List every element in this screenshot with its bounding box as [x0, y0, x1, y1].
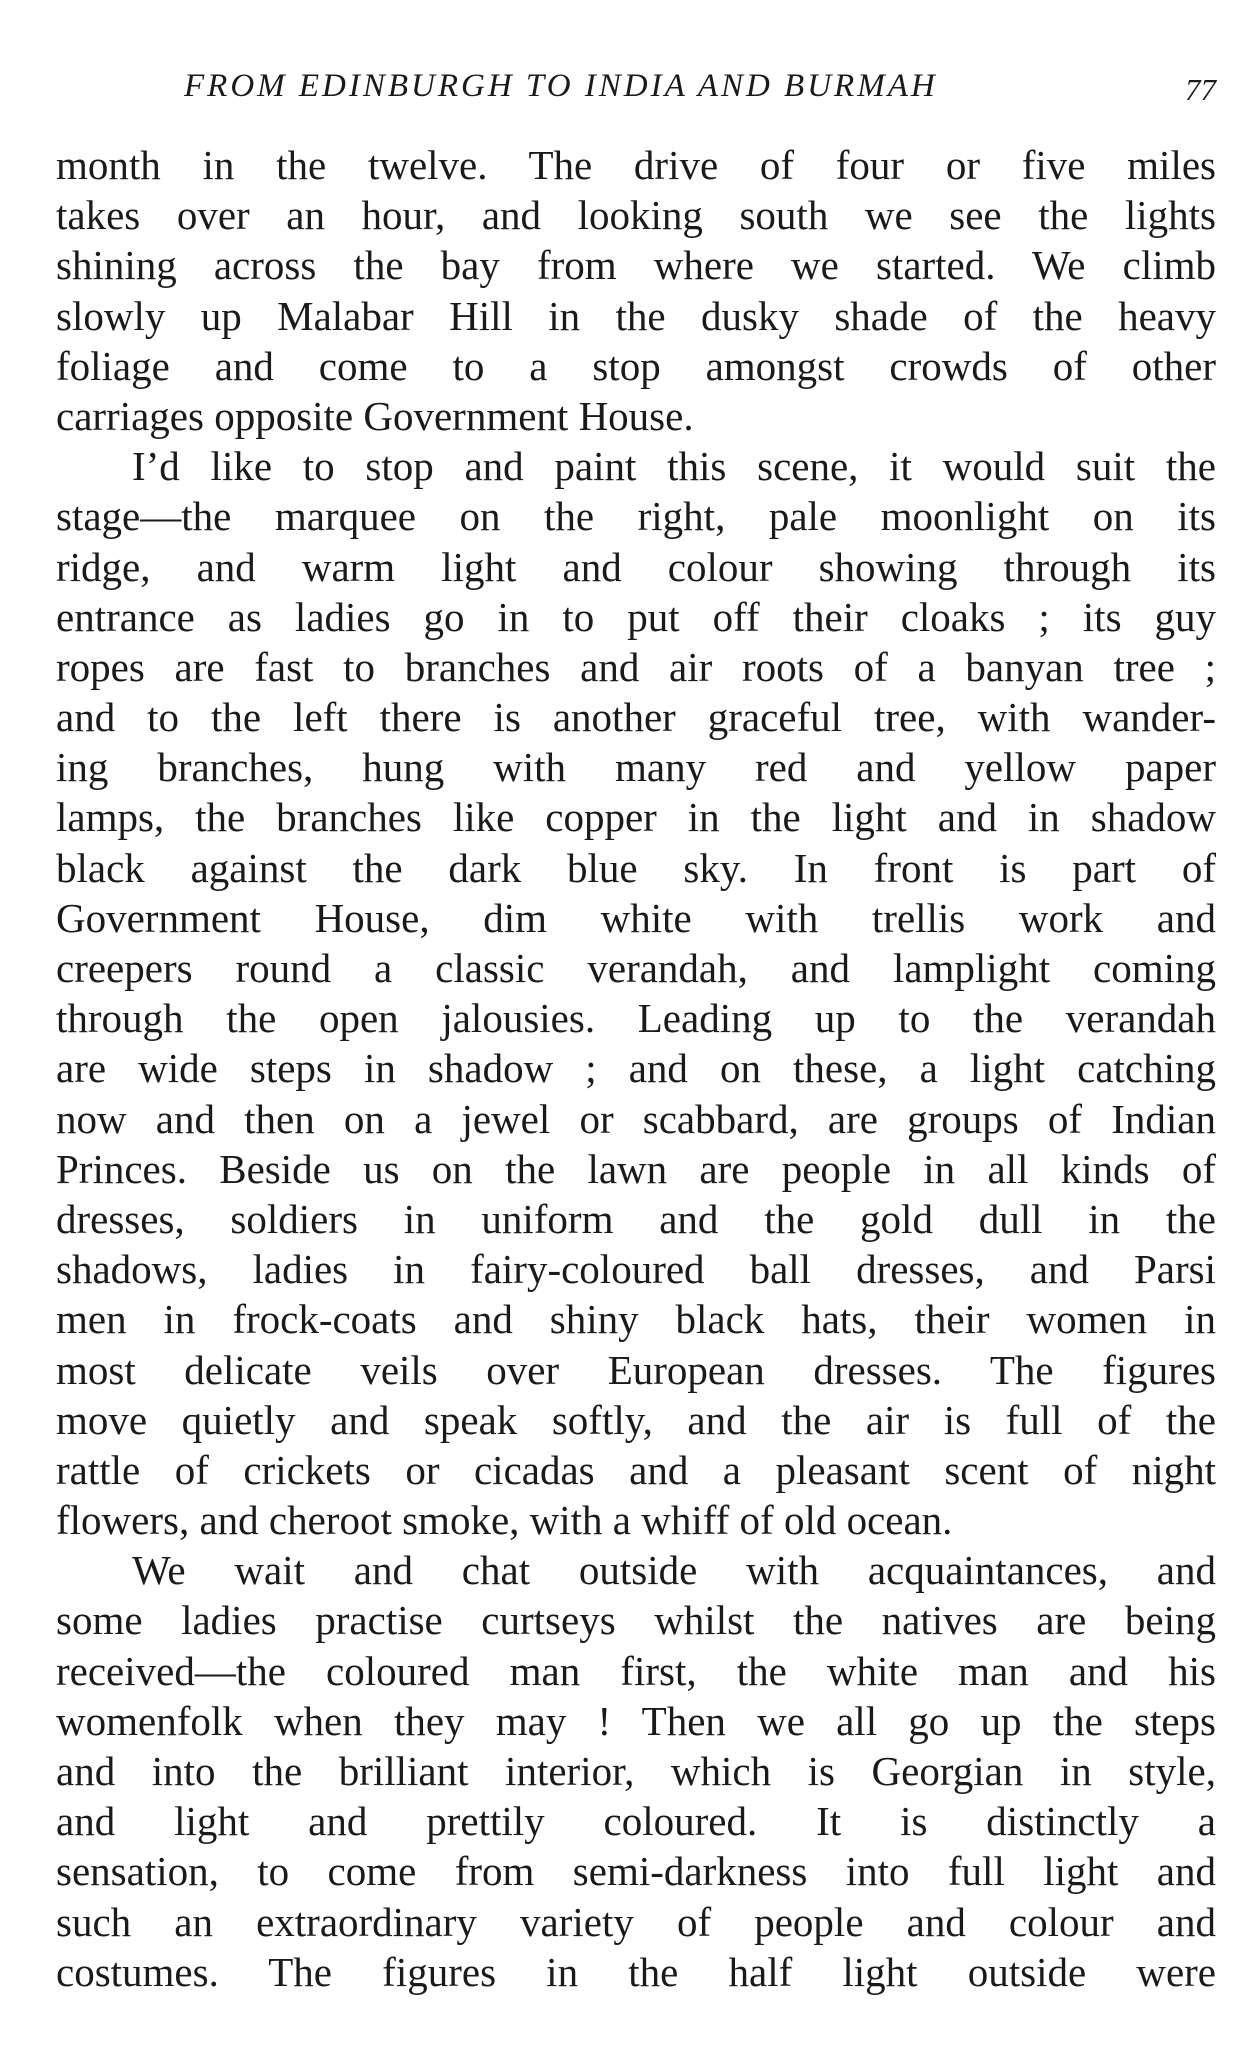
text-line: move quietly and speak softly, and the air is full of the	[56, 1396, 1216, 1443]
text-line: ridge, and warm light and colour showing through its	[56, 543, 1216, 590]
text-line: Princes. Beside us on the lawn are people in all kinds of	[56, 1145, 1216, 1192]
text-line: ropes are fast to branches and air roots of a banyan tree ;	[56, 643, 1216, 690]
text-line: lamps, the branches like copper in the light and in shadow	[56, 794, 1216, 841]
text-line: sensation, to come from semi-darkness into full light and	[56, 1848, 1216, 1895]
text-line: stage—the marquee on the right, pale moonlight on its	[56, 493, 1216, 540]
running-title: FROM EDINBURGH TO INDIA AND BURMAH	[184, 68, 938, 104]
text-line: entrance as ladies go in to put off their cloaks ; its guy	[56, 593, 1216, 640]
text-line: creepers round a classic verandah, and lamplight coming	[56, 945, 1216, 991]
text-line: and to the left there is another graceful tree, with wander-	[56, 694, 1216, 741]
text-line: shadows, ladies in fairy-coloured ball dresses, and Parsi	[56, 1246, 1216, 1293]
text-line: carriages opposite Government House.	[56, 392, 694, 439]
text-line: rattle of crickets or cicadas and a pleasant scent of night	[56, 1446, 1216, 1493]
running-head	[56, 62, 1216, 110]
text-line: foliage and come to a stop amongst crowds of other	[56, 342, 1216, 389]
text-line: We wait and chat outside with acquaintances, and	[132, 1547, 1216, 1594]
text-line: black against the dark blue sky. In front is part of	[56, 844, 1216, 891]
text-line: and light and prettily coloured. It is distinctly a	[56, 1798, 1216, 1845]
text-line: Government House, dim white with trellis work and	[56, 894, 1216, 941]
text-line: womenfolk when they may ! Then we all go up the steps	[56, 1697, 1216, 1744]
body-text	[56, 140, 1216, 1997]
text-line: and into the brilliant interior, which is Georgian in style,	[56, 1748, 1216, 1794]
text-line: men in frock-coats and shiny black hats, their women in	[56, 1296, 1216, 1343]
text-line: takes over an hour, and looking south we see the lights	[56, 192, 1216, 239]
text-line: some ladies practise curtseys whilst the natives are being	[56, 1597, 1216, 1644]
text-line: received—the coloured man first, the white man and his	[56, 1647, 1216, 1694]
text-line: through the open jalousies. Leading up to the verandah	[56, 995, 1216, 1042]
text-line: I’d like to stop and paint this scene, it would suit the	[132, 443, 1216, 490]
text-line: slowly up Malabar Hill in the dusky shade of the heavy	[56, 292, 1216, 339]
text-line: month in the twelve. The drive of four or five miles	[56, 142, 1216, 188]
page-number: 77	[1185, 72, 1216, 107]
text-line: dresses, soldiers in uniform and the gold dull in the	[56, 1195, 1216, 1242]
text-line: such an extraordinary variety of people and colour and	[56, 1898, 1216, 1945]
text-line: ing branches, hung with many red and yellow paper	[56, 744, 1216, 791]
text-line: most delicate veils over European dresses. The figures	[56, 1346, 1216, 1393]
text-line: costumes. The figures in the half light outside were	[56, 1948, 1216, 1995]
text-line: now and then on a jewel or scabbard, are groups of Indian	[56, 1095, 1216, 1142]
text-line: are wide steps in shadow ; and on these, a light catching	[56, 1045, 1216, 1092]
text-line: flowers, and cheroot smoke, with a whiff of old ocean.	[56, 1497, 953, 1544]
text-line: shining across the bay from where we started. We climb	[56, 242, 1216, 289]
